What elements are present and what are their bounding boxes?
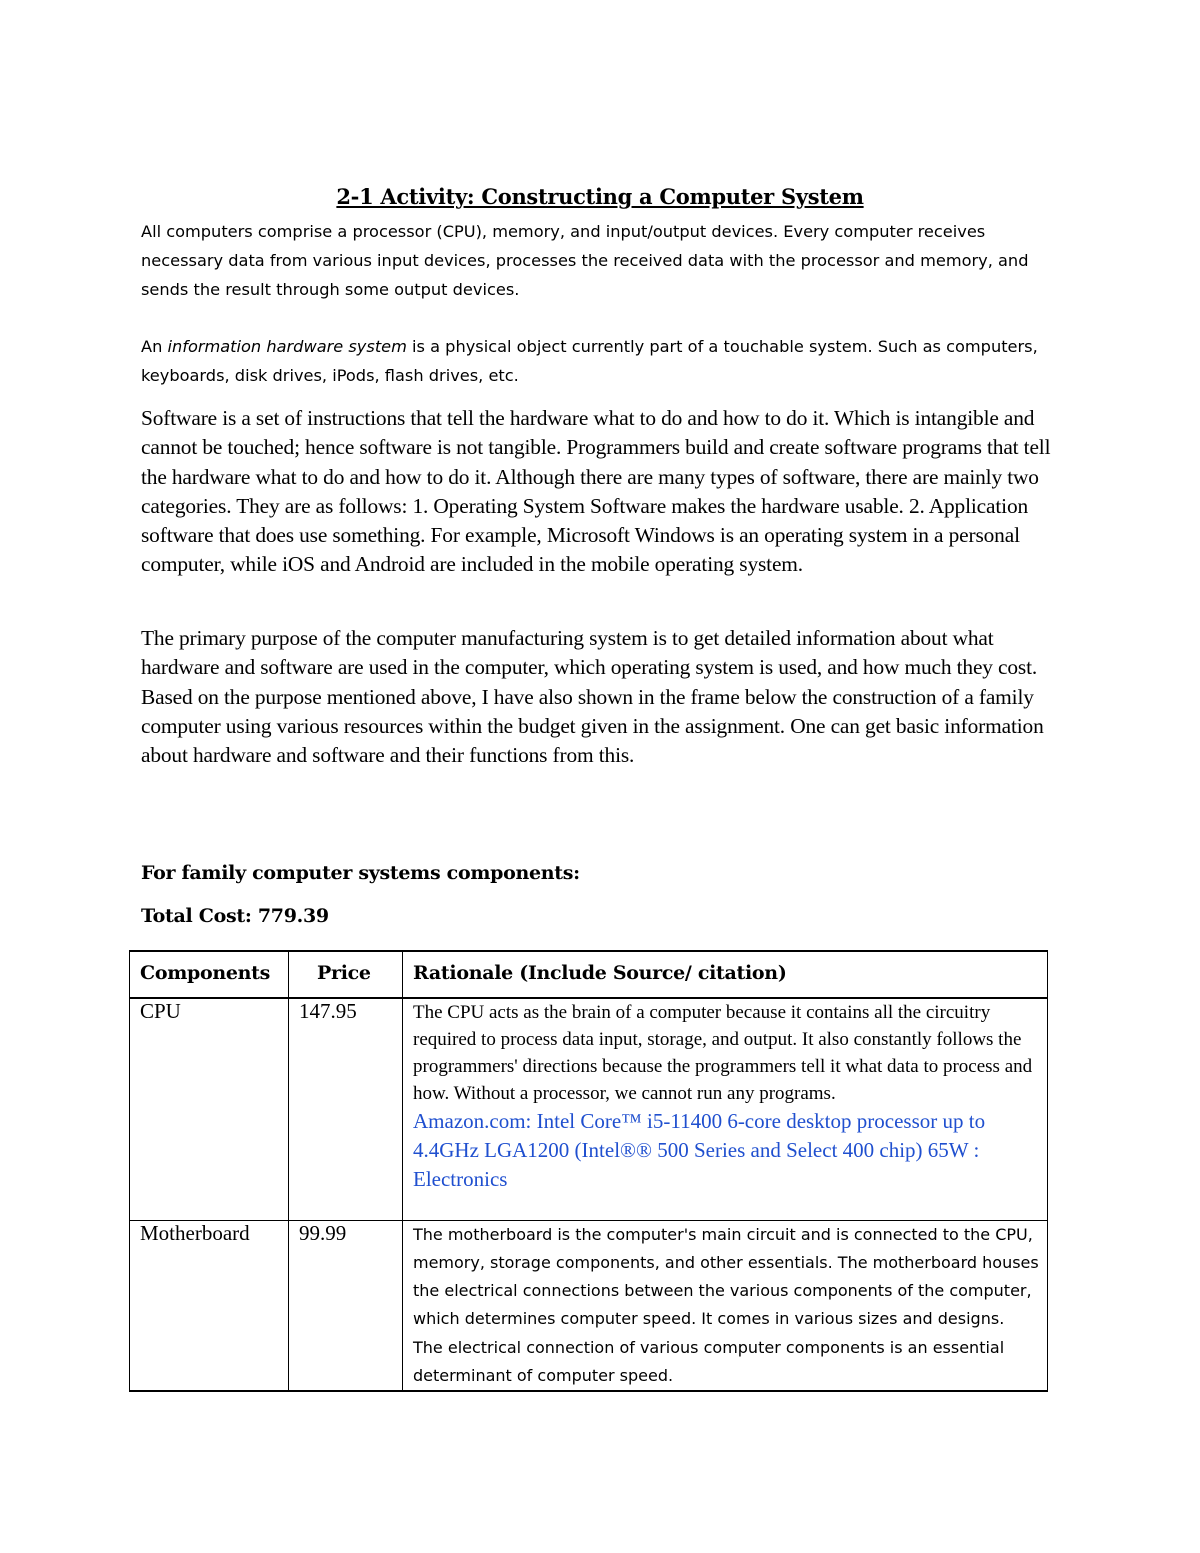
component-rationale: The motherboard is the computer's main circuit and is connected to the CPU, memory, storage components, and other essentials. The motherboard houses the electrical connections between the various components of the computer, which determines computer speed. It comes in various sizes and designs. The electrical connection of various computer components is an essential determinant of computer speed. <box>403 1220 1048 1391</box>
document-title: 2-1 Activity: Constructing a Computer System <box>336 184 864 209</box>
header-components: Components <box>130 951 289 998</box>
total-cost-label: Total Cost: <box>141 905 252 927</box>
component-name: CPU <box>130 998 289 1220</box>
components-table <box>129 950 1048 1392</box>
section-heading: For family computer systems components: <box>141 862 580 884</box>
component-price: 147.95 <box>289 998 403 1220</box>
table-row <box>130 1220 1048 1391</box>
table-row <box>130 998 1048 1220</box>
hardware-paragraph <box>141 332 1071 390</box>
component-price: 99.99 <box>289 1220 403 1391</box>
source-link[interactable]: Amazon.com: Intel Core™ i5-11400 6-core desktop processor up to 4.4GHz LGA1200 (Intel®® 500 Series and Select 400 chip) 65W : Electronics <box>413 1109 986 1191</box>
software-paragraph: Software is a set of instructions that tell the hardware what to do and how to do it. Which is intangible and cannot be touched; hence software is not tangible. Programmers build and create software programs that tell the hardware what to do and how to do it. Although there are many types of software, there are mainly two categories. They are as follows: 1. Operating System Software makes the hardware usable. 2. Application software that does use something. For example, Microsoft Windows is an operating system in a personal computer, while iOS and Android are included in the mobile operating system. <box>141 406 1051 577</box>
component-name: Motherboard <box>130 1220 289 1391</box>
rationale-text: The CPU acts as the brain of a computer because it contains all the circuitry required to process data input, storage, and output. It also constantly follows the programmers' directions because the programmers tell it what data to process and how. Without a processor, we cannot run any programs. <box>413 1002 1033 1104</box>
total-cost-value: 779.39 <box>257 905 329 927</box>
table-header-row <box>130 951 1048 998</box>
header-price: Price <box>289 951 403 998</box>
total-cost <box>141 905 329 927</box>
intro-paragraph: All computers comprise a processor (CPU), memory, and input/output devices. Every computer receives necessary data from various input devices, processes the received data with the processor and memory, and sends the result through some output devices. <box>141 222 1029 299</box>
hardware-term: information hardware system <box>167 337 407 356</box>
purpose-paragraph: The primary purpose of the computer manufacturing system is to get detailed information about what hardware and software are used in the computer, which operating system is used, and how much they cost. Based on the purpose mentioned above, I have also shown in the frame below the construction of a family computer using various resources within the budget given in the assignment. One can get basic information about hardware and software and their functions from this. <box>141 626 1044 768</box>
component-rationale <box>403 998 1048 1220</box>
hardware-suffix: is a physical object currently part of a touchable system. Such as computers, keyboards, disk drives, iPods, flash drives, etc. <box>141 337 1038 385</box>
header-rationale: Rationale (Include Source/ citation) <box>403 951 1048 998</box>
hardware-prefix: An <box>141 337 168 356</box>
